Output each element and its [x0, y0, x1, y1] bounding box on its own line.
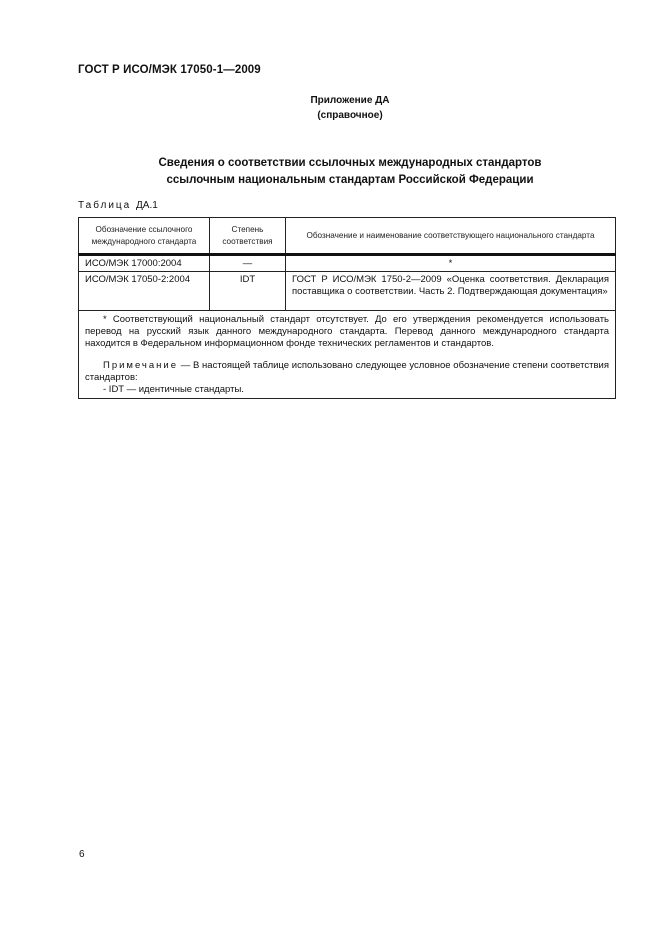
- cell-national: ГОСТ Р ИСО/МЭК 1750-2—2009 «Оценка соответствия. Декларация поставщика о соответствии. Часть 2. Подтверждающая документация»: [286, 272, 616, 311]
- table-footer-row: [79, 311, 616, 399]
- appendix-heading: [0, 93, 661, 123]
- cell-international: ИСО/МЭК 17000:2004: [79, 255, 210, 272]
- column-header-national: Обозначение и наименование соответствующего национального стандарта: [286, 218, 616, 255]
- cell-national: *: [286, 255, 616, 272]
- note-label: Примечание: [103, 360, 178, 371]
- standards-table: [78, 217, 616, 399]
- column-header-degree: Степень соответствия: [210, 218, 286, 255]
- cell-degree: —: [210, 255, 286, 272]
- column-header-international: Обозначение ссылочного международного стандарта: [79, 218, 210, 255]
- appendix-title: Приложение ДА: [310, 95, 390, 106]
- appendix-subtitle: (справочное): [317, 110, 383, 121]
- section-title: [0, 155, 661, 189]
- cell-international: ИСО/МЭК 17050-2:2004: [79, 272, 210, 311]
- cell-degree: IDT: [210, 272, 286, 311]
- section-title-line-1: Сведения о соответствии ссылочных международных стандартов: [158, 157, 542, 169]
- page-number: 6: [79, 849, 85, 860]
- note: [85, 360, 609, 384]
- table-row: [79, 255, 616, 272]
- table-header-row: [79, 218, 616, 255]
- note-text: — В настоящей таблице использовано следующее условное обозначение степени соответствия стандартов:: [85, 360, 609, 383]
- footnote: * Соответствующий национальный стандарт отсутствует. До его утверждения рекомендуется использовать перевод на русский язык данного международного стандарта. Перевод данного международного стандарта находится в Федеральном информационном фонде технических регламентов и стандартов.: [85, 314, 609, 349]
- table-caption: [78, 200, 158, 211]
- table-caption-number: ДА.1: [136, 200, 158, 211]
- document-code-header: ГОСТ Р ИСО/МЭК 17050-1—2009: [78, 64, 261, 76]
- table-caption-word: Таблица: [78, 200, 132, 211]
- table-row: [79, 272, 616, 311]
- table-footer: [79, 311, 616, 399]
- section-title-line-2: ссылочным национальным стандартам Российской Федерации: [166, 174, 534, 186]
- note-item: - IDT — идентичные стандарты.: [103, 384, 244, 395]
